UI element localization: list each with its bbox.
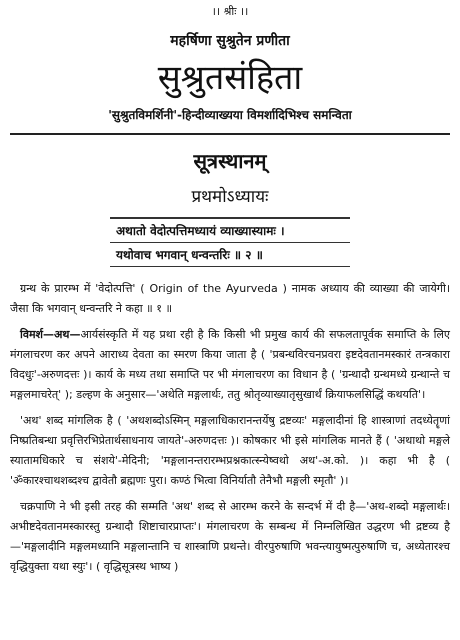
document-page (0, 4, 460, 640)
verse-line-2: यथोवाच भगवान् धन्वन्तरिः ॥ २ ॥ (110, 242, 350, 266)
vimarsha-lead: विमर्श—अथ— (20, 328, 81, 341)
atha-paragraph: 'अथ' शब्द मांगलिक है ( 'अथशब्दोऽस्मिन् मङ्गलाधिकारानन्तर्येषु द्रष्टव्यः' मङ्गलादीनां हि शास्त्राणां तदध्येतॄणां निष्प्रतिबन्धा प्रवृत्तिरभिप्रेतार्थसाधनाय जायते'-अरुणदत्तः )। कोषकार भी इसे मांगलिक मानते हैं ( 'अथाथो मङ्गले स्यातामधिकारे च संशये'-मेदिनी; 'मङ्गलानन्तरारम्भप्रश्नकात्स्न्येष्वथो अथ'-अ.को. )। कहा भी है ( 'ॐकारश्चाथशब्दश्च द्वावेतौ ब्रह्मणः पुरा। कण्ठं भित्वा विनिर्यातौ तेनैभौ मङ्गली स्मृतौ' )। (10, 414, 450, 487)
chapter-title: प्रथमोऽध्यायः (191, 187, 269, 207)
composed-by-line: महर्षिणा सुश्रुतेन प्रणीता (170, 33, 290, 49)
vimarsha-text: आर्यसंस्कृति में यह प्रथा रही है कि किसी भी प्रमुख कार्य की सफलतापूर्वक समाप्ति के लिए मंगलाचरण कर अपने आराध्य देवता का स्मरण किया जाता है ( 'प्रबन्धविरचनप्रवरा इष्टदेवतानमस्कारं तन्त्रकारा विदधुः'-अरुणदत्तः )। कार्य के मध्य तथा समाप्ति पर भी मंगलाचरण का विधान है ( 'ग्रन्थादौ ग्रन्थमध्ये ग्रन्थान्ते च मङ्गलमाचरेत्' ); डल्हण के अनुसार—'अथेति मङ्गलार्थः, ततु श्रोतृव्याख्यातृसुखार्थं क्रियाफलसिद्धिं कथयति'। (10, 328, 450, 401)
verse-line-1: अथातो वेदोत्पत्तिमध्यायं व्याख्यास्यामः । (110, 218, 350, 242)
verse-bottom-rule (110, 266, 350, 267)
vimarsha-paragraph (10, 325, 450, 405)
translation-paragraph: ग्रन्थ के प्रारम्भ में 'वेदोत्पत्ति' ( Origin of the Ayurveda ) नामक अध्याय की व्याख्या की जायेगी। जैसा कि भगवान् धन्वन्तरि ने कहा ॥ १ ॥ (10, 282, 450, 315)
book-title: सुश्रुतसंहिता (157, 58, 303, 98)
section-title: सूत्रस्थानम् (193, 149, 267, 173)
verse-block (110, 217, 350, 267)
chakrapani-paragraph: चक्रपाणि ने भी इसी तरह की सम्मति 'अथ' शब्द से आरम्भ करने के सन्दर्भ में दी है—'अथ-शब्दो मङ्गलार्थः। अभीष्टदेवतानमस्कारस्तु ग्रन्थादौ शिष्टाचारप्राप्तः'। मंगलाचरण के सम्बन्ध में निम्नलिखित उद्धरण भी द्रष्टव्य है—'मङ्गलादीनि मङ्गलमध्यानि मङ्गलान्तानि च शास्त्राणि प्रथन्ते। वीरपुरुषाणि भवन्त्यायुष्मत्पुरुषाणि च, अध्येतारश्च वृद्धियुक्ता यथा स्युः'। ( वृद्धिसूत्रस्थ भाष्य ) (10, 500, 450, 573)
book-subtitle: 'सुश्रुतविमर्शिनी'-हिन्दीव्याख्यया विमर्शादिभिश्च समन्विता (108, 108, 352, 122)
title-divider (10, 133, 450, 135)
invocation: ।। श्रीः ।। (211, 5, 249, 18)
